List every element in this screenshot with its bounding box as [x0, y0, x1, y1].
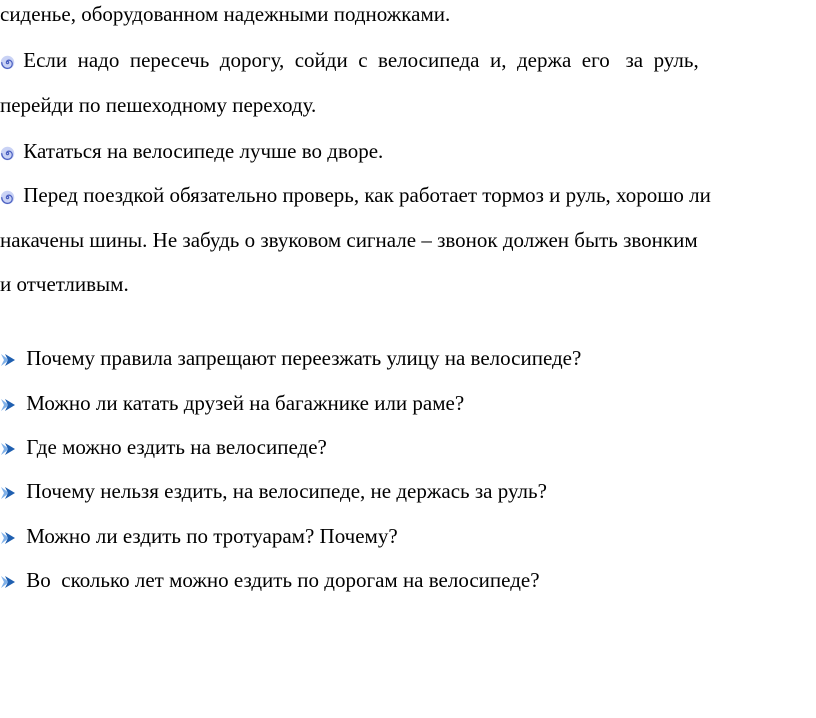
- spiral-bullet-icon: [0, 146, 15, 161]
- paragraph-text: накачены шины. Не забудь о звуковом сигнале – звонок должен быть звонким: [0, 228, 698, 252]
- paragraph-text: Кататься на велосипеде лучше во дворе.: [23, 139, 384, 163]
- question-text: Можно ли катать друзей на багажнике или раме?: [26, 391, 465, 415]
- paragraph-text: Если надо пересечь дорогу, сойди с велосипеда и, держа его за руль,: [23, 48, 699, 72]
- paragraph-cross-road-line1: [0, 48, 699, 72]
- arrow-bullet-icon: [0, 442, 16, 456]
- paragraph-ride-yard: [0, 139, 383, 163]
- paragraph-cross-road-line2: [0, 93, 316, 117]
- paragraph-seat: [0, 2, 450, 26]
- question-item: [0, 435, 327, 459]
- question-item: [0, 391, 464, 415]
- paragraph-check-bike-line2: [0, 228, 698, 252]
- spiral-bullet-icon: [0, 190, 15, 205]
- question-text: Можно ли ездить по тротуарам? Почему?: [26, 524, 398, 548]
- paragraph-text: Перед поездкой обязательно проверь, как работает тормоз и руль, хорошо ли: [23, 183, 711, 207]
- paragraph-text: перейди по пешеходному переходу.: [0, 93, 317, 117]
- arrow-bullet-icon: [0, 398, 16, 412]
- arrow-bullet-icon: [0, 486, 16, 500]
- question-text: Почему нельзя ездить, на велосипеде, не держась за руль?: [26, 479, 547, 503]
- paragraph-text: сиденье, оборудованном надежными подножками.: [0, 2, 451, 26]
- question-item: [0, 479, 547, 503]
- question-item: [0, 524, 398, 548]
- arrow-bullet-icon: [0, 531, 16, 545]
- question-text: Где можно ездить на велосипеде?: [26, 435, 327, 459]
- arrow-bullet-icon: [0, 575, 16, 589]
- question-text: Во сколько лет можно ездить по дорогам на велосипеде?: [26, 568, 540, 592]
- question-item: [0, 568, 540, 592]
- paragraph-check-bike-line3: [0, 272, 129, 296]
- question-item: [0, 346, 581, 370]
- arrow-bullet-icon: [0, 353, 16, 367]
- question-text: Почему правила запрещают переезжать улицу на велосипеде?: [26, 346, 582, 370]
- spiral-bullet-icon: [0, 55, 15, 70]
- paragraph-check-bike-line1: [0, 183, 711, 207]
- paragraph-text: и отчетливым.: [0, 272, 129, 296]
